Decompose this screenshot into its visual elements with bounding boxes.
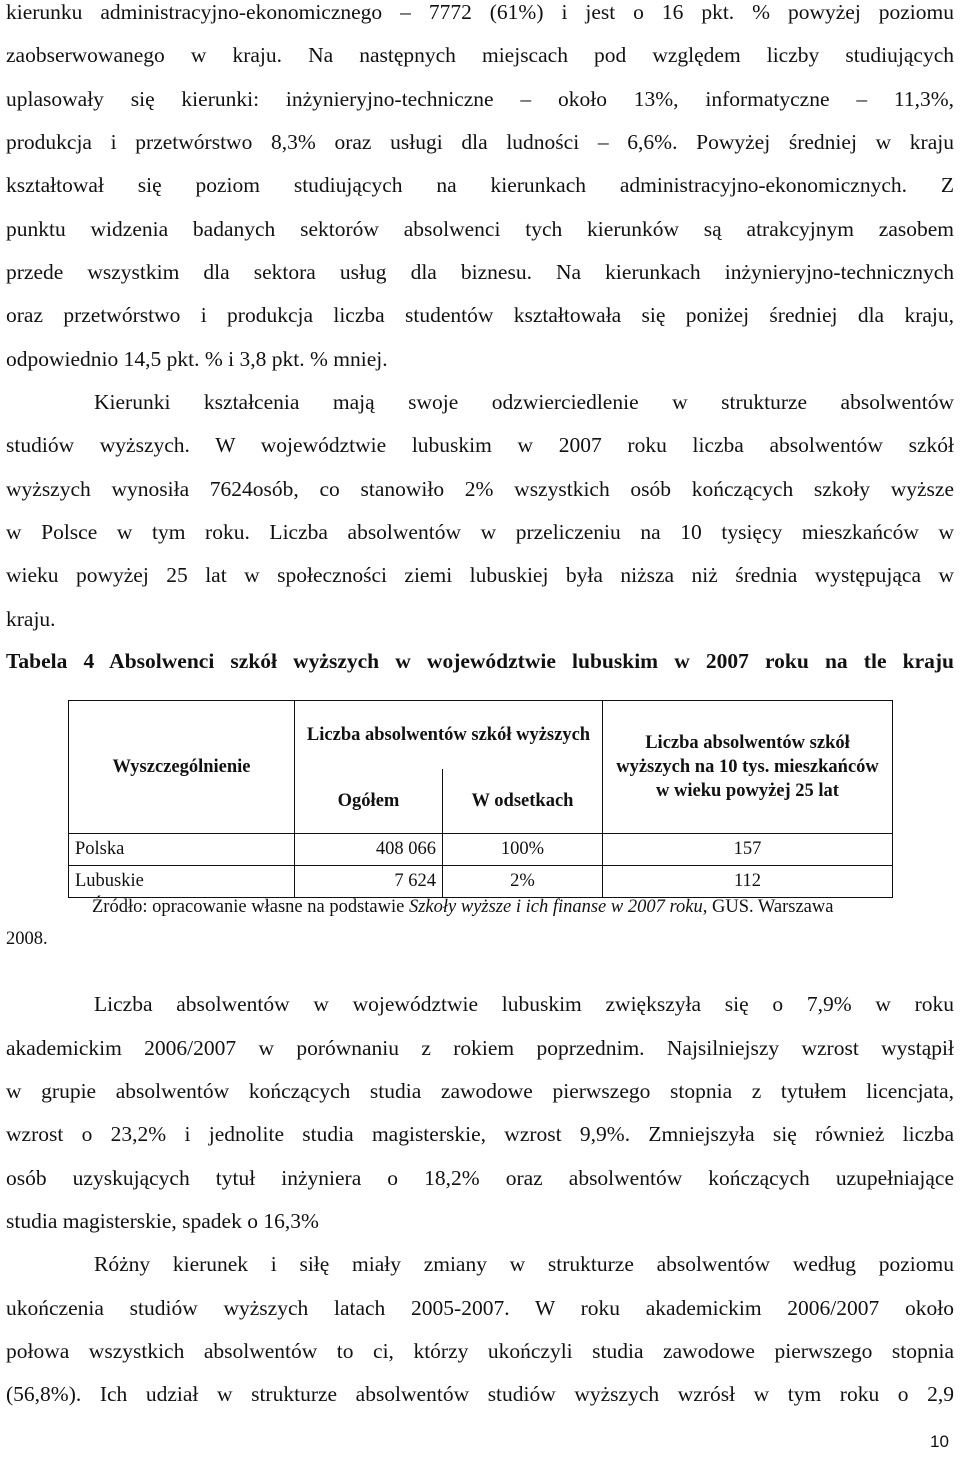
text-line: kształtował się poziom studiujących na kierunkach administracyjno-ekonomicznych. Z: [6, 173, 954, 197]
source-title: Szkoły wyższe i ich finanse w 2007 roku: [408, 897, 703, 917]
text-line: Liczba absolwentów w województwie lubuskim zwiększyła się o 7,9% w roku: [94, 992, 954, 1016]
table-header-row: [69, 701, 893, 770]
text-line: akademickim 2006/2007 w porównaniu z rokiem poprzednim. Najsilniejszy wzrost wystąpił: [6, 1036, 954, 1060]
graduates-table: [68, 700, 893, 898]
cell-per10k: 157: [603, 834, 893, 866]
text-line: (56,8%). Ich udział w strukturze absolwentów studiów wyższych wzrósł w tym roku o 2,9: [6, 1382, 954, 1406]
text-line: Kierunki kształcenia mają swoje odzwierciedlenie w strukturze absolwentów: [94, 390, 954, 414]
cell-total: 408 066: [295, 834, 443, 866]
text-line: studia magisterskie, spadek o 16,3%: [6, 1209, 319, 1233]
text-line: kraju.: [6, 607, 56, 631]
table-title: Tabela 4 Absolwenci szkół wyższych w województwie lubuskim w 2007 roku na tle kraju: [6, 649, 954, 673]
text-line: wyższych wynosiła 7624osób, co stanowiło 2% wszystkich osób kończących szkoły wyższe: [6, 477, 954, 501]
text-line: oraz przetwórstwo i produkcja liczba studentów kształtowała się poniżej średniej dla kraju,: [6, 303, 954, 327]
text-line: Różny kierunek i siłę miały zmiany w strukturze absolwentów według poziomu: [94, 1252, 954, 1276]
text-line: kierunku administracyjno-ekonomicznego – 7772 (61%) i jest o 16 pkt. % powyżej poziomu: [6, 0, 954, 24]
header-total: Ogółem: [295, 769, 443, 834]
text-line: połowa wszystkich absolwentów to ci, którzy ukończyli studia zawodowe pierwszego stopnia: [6, 1339, 954, 1363]
table-source: [92, 897, 833, 918]
text-line: punktu widzenia badanych sektorów absolwenci tych kierunków są atrakcyjnym zasobem: [6, 217, 954, 241]
source-year: 2008.: [6, 929, 48, 949]
text-line: wieku powyżej 25 lat w społeczności ziemi lubuskiej była niższa niż średnia występująca w: [6, 563, 954, 587]
text-line: zaobserwowanego w kraju. Na następnych miejscach pod względem liczby studiujących: [6, 43, 954, 67]
cell-per10k: 112: [603, 866, 893, 898]
header-per10k: Liczba absolwentów szkół wyższych na 10 tys. mieszkańców w wieku powyżej 25 lat: [603, 701, 893, 834]
header-percent: W odsetkach: [443, 769, 603, 834]
source-prefix: Źródło: opracowanie własne na podstawie: [92, 897, 409, 917]
source-suffix: , GUS. Warszawa: [702, 897, 834, 917]
text-line: wzrost o 23,2% i jednolite studia magisterskie, wzrost 9,9%. Zmniejszyła się również liczba: [6, 1122, 954, 1146]
text-line: produkcja i przetwórstwo 8,3% oraz usługi dla ludności – 6,6%. Powyżej średniej w kraju: [6, 130, 954, 154]
header-spec: Wyszczególnienie: [69, 701, 295, 834]
table-row: [69, 834, 893, 866]
cell-name: Lubuskie: [69, 866, 295, 898]
page-number: 10: [930, 1432, 949, 1451]
text-line: odpowiednio 14,5 pkt. % i 3,8 pkt. % mniej.: [6, 347, 388, 371]
cell-percent: 2%: [443, 866, 603, 898]
cell-total: 7 624: [295, 866, 443, 898]
text-line: studiów wyższych. W województwie lubuskim w 2007 roku liczba absolwentów szkół: [6, 433, 954, 457]
text-line: przede wszystkim dla sektora usług dla biznesu. Na kierunkach inżynieryjno-technicznych: [6, 260, 954, 284]
text-line: uplasowały się kierunki: inżynieryjno-techniczne – około 13%, informatyczne – 11,3%,: [6, 87, 954, 111]
header-group: Liczba absolwentów szkół wyższych: [295, 701, 603, 770]
text-line: w grupie absolwentów kończących studia zawodowe pierwszego stopnia z tytułem licencjata,: [6, 1079, 954, 1103]
text-line: osób uzyskujących tytuł inżyniera o 18,2% oraz absolwentów kończących uzupełniające: [6, 1166, 954, 1190]
cell-percent: 100%: [443, 834, 603, 866]
text-line: ukończenia studiów wyższych latach 2005-2007. W roku akademickim 2006/2007 około: [6, 1296, 954, 1320]
cell-name: Polska: [69, 834, 295, 866]
table-row: [69, 866, 893, 898]
text-line: w Polsce w tym roku. Liczba absolwentów w przeliczeniu na 10 tysięcy mieszkańców w: [6, 520, 954, 544]
